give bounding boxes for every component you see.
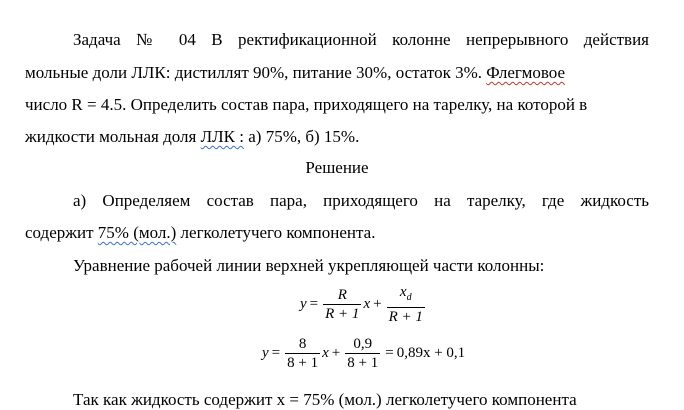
spellcheck-llk: ЛЛК :: [200, 127, 244, 146]
formula-numeric: [262, 336, 465, 371]
fraction-bar: [387, 307, 425, 308]
formula2-eq: =: [271, 345, 281, 361]
task-line-3: число R = 4.5. Определить состав пара, приходящего на тарелку, на которой в: [25, 95, 588, 114]
task-line-4-text-a: жидкости мольная доля: [25, 127, 201, 146]
spellcheck-word-reflux: Флегмовое: [486, 63, 566, 82]
solution-line-2: [25, 223, 649, 243]
solution-line-2-text-a: содержит: [25, 223, 98, 242]
fraction-bar: [285, 353, 320, 354]
task-line-4: [25, 127, 649, 147]
formula2-var: x: [322, 345, 329, 361]
equation-intro: Уравнение рабочей линии верхней укрепляющей части колонны:: [73, 256, 545, 275]
formula-operating-line: [300, 284, 427, 325]
formula1-fraction-2: [387, 284, 425, 325]
formula1-frac1-num: R: [337, 287, 347, 303]
task-line-1: Задача № 04 В ректификационной колонне непрерывного действия: [73, 30, 649, 49]
solution-line-1: а) Определяем состав пара, приходящего на тарелку, где жидкость: [73, 191, 649, 210]
task-line-4-text-b: а) 75%, б) 15%.: [243, 127, 360, 146]
formula1-frac1-den: R + 1: [325, 306, 360, 322]
task-line-2-text: мольные доли ЛЛК: дистиллят 90%, питание 30%, остаток 3%.: [25, 63, 487, 82]
formula1-frac2-num: x: [399, 284, 407, 300]
formula2-plus: +: [331, 345, 341, 361]
solution-heading: Решение: [305, 158, 369, 177]
formula1-eq: =: [309, 296, 319, 312]
formula1-var: x: [363, 296, 371, 312]
formula2-rhs: 0,89x + 0,1: [396, 345, 466, 361]
formula1-frac2-sub: d: [406, 292, 412, 303]
formula1-lhs: y: [300, 296, 307, 312]
task-line-2: [25, 63, 649, 83]
formula2-eq2: =: [385, 345, 394, 361]
formula2-fraction-1: [285, 336, 320, 371]
fraction-bar: [345, 353, 380, 354]
fraction-bar: [323, 304, 361, 305]
formula1-frac2-den: R + 1: [388, 309, 423, 325]
solution-line-2-text-b: легколетучего компонента.: [176, 223, 376, 242]
spellcheck-percent: 75% (мол.): [97, 223, 177, 242]
formula2-lhs: y: [262, 345, 269, 361]
formula2-frac2-num: 0,9: [353, 336, 373, 352]
formula2-frac2-den: 8 + 1: [347, 355, 379, 371]
formula2-frac1-den: 8 + 1: [287, 355, 319, 371]
formula2-frac1-num: 8: [298, 336, 307, 352]
formula1-fraction-1: [323, 287, 361, 322]
continuation-line: Так как жидкость содержит x = 75% (мол.) легколетучего компонента: [73, 390, 577, 409]
formula1-frac2-num-wrap: [398, 284, 414, 306]
formula2-fraction-2: [345, 336, 380, 371]
formula1-plus: +: [373, 296, 382, 312]
